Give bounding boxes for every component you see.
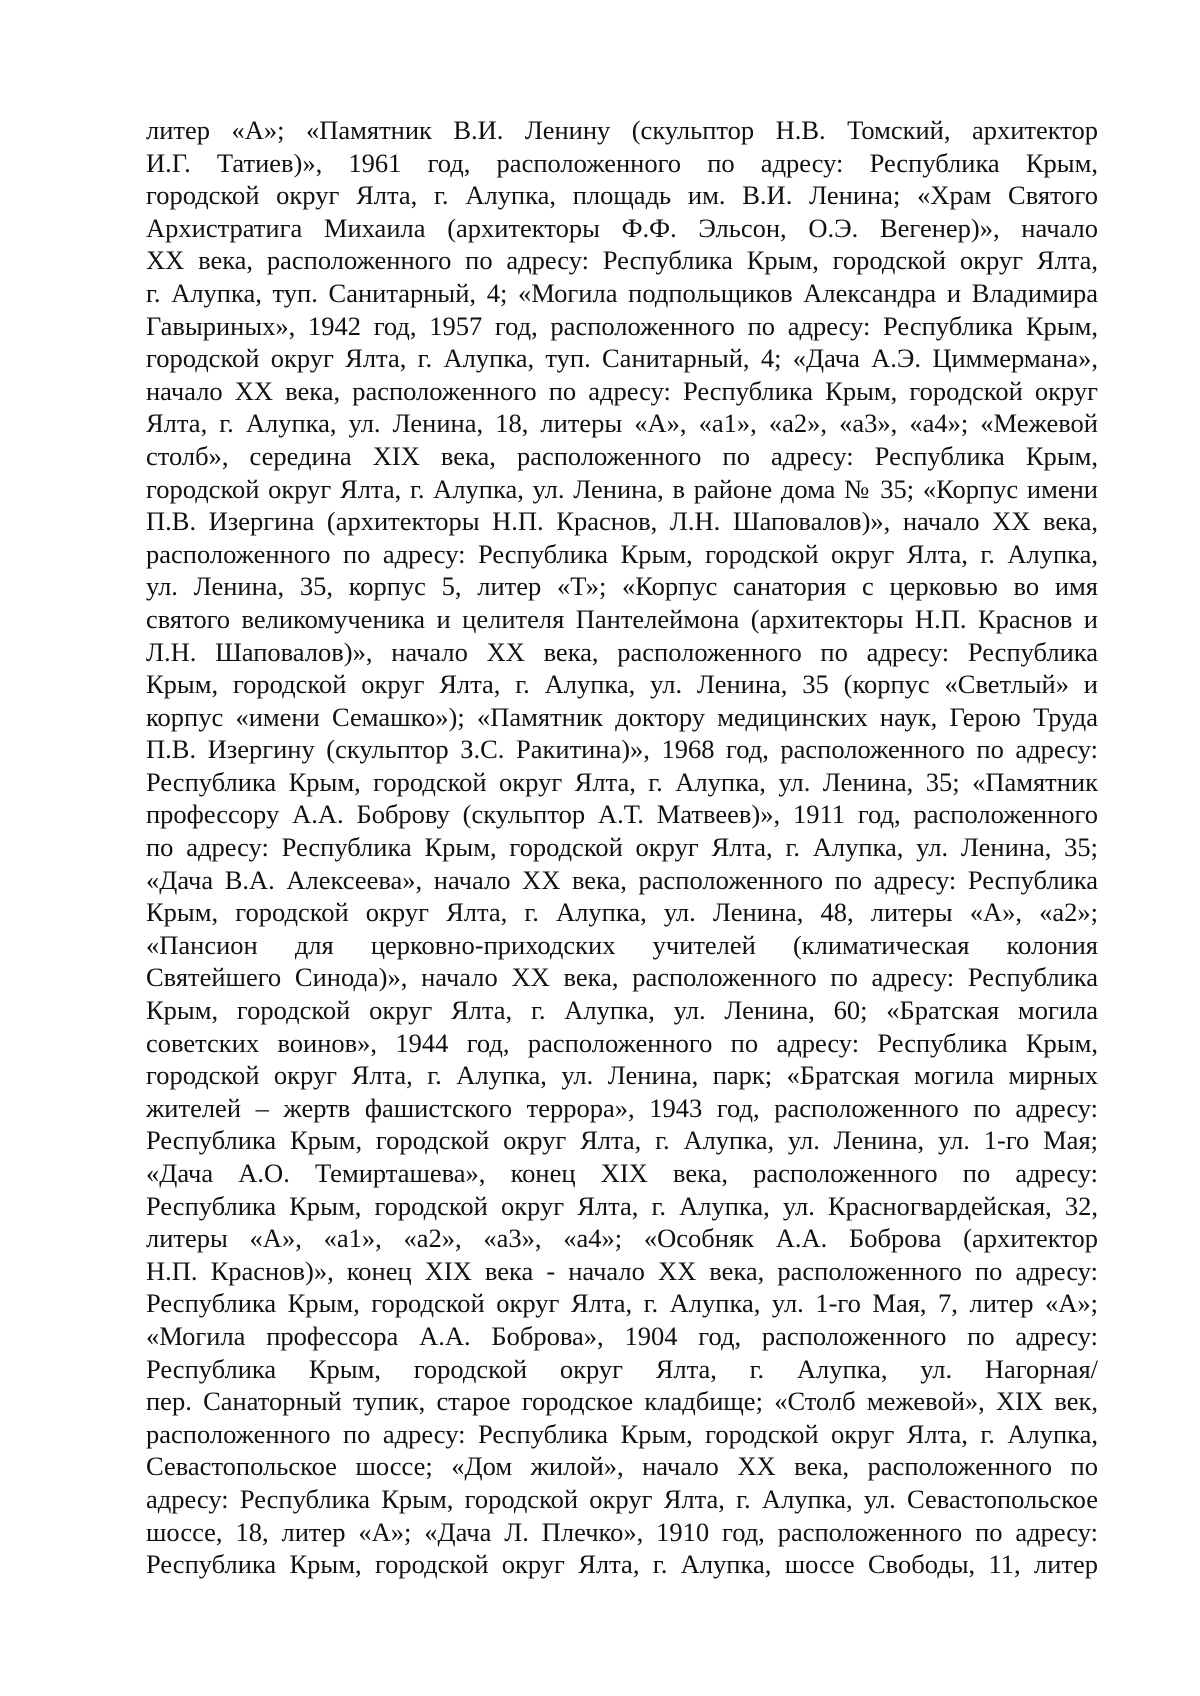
text-line: адресу: Республика Крым, городской округ Ялта, г. Алупка, ул. Севастопольское [146, 1483, 1098, 1514]
text-line: Гавыриных», 1942 год, 1957 год, расположенного по адресу: Республика Крым, [146, 310, 1098, 341]
text-line: городской округ Ялта, г. Алупка, ул. Ленина, парк; «Братская могила мирных [146, 1060, 1098, 1091]
text-line: корпус «имени Семашко»); «Памятник доктору медицинских наук, Герою Труда [146, 701, 1098, 732]
text-line: ул. Ленина, 35, корпус 5, литер «Т»; «Корпус санатория с церковью во имя [146, 571, 1098, 602]
text-line: Севастопольское шоссе; «Дом жилой», начало XX века, расположенного по [146, 1451, 1098, 1482]
text-line: Л.Н. Шаповалов)», начало XX века, расположенного по адресу: Республика [146, 636, 1098, 667]
text-line: «Дача В.А. Алексеева», начало XX века, расположенного по адресу: Республика [146, 864, 1098, 895]
text-line: жителей – жертв фашистского террора», 1943 год, расположенного по адресу: [146, 1092, 1098, 1123]
text-line: П.В. Изергина (архитекторы Н.П. Краснов, Л.Н. Шаповалов)», начало XX века, [146, 506, 1098, 537]
text-line: по адресу: Республика Крым, городской округ Ялта, г. Алупка, ул. Ленина, 35; [146, 832, 1098, 863]
text-line: Крым, городской округ Ялта, г. Алупка, ул. Ленина, 60; «Братская могила [146, 995, 1098, 1026]
text-line: литер «А»; «Памятник В.И. Ленину (скульптор Н.В. Томский, архитектор [146, 115, 1098, 145]
text-line: шоссе, 18, литер «А»; «Дача Л. Плечко», 1910 год, расположенного по адресу: [146, 1516, 1098, 1547]
text-line: городской округ Ялта, г. Алупка, ул. Ленина, в районе дома № 35; «Корпус имени [146, 473, 1098, 504]
text-line: Республика Крым, городской округ Ялта, г. Алупка, ул. Ленина, ул. 1-го Мая; [146, 1125, 1098, 1156]
text-line: Н.П. Краснов)», конец XIX века - начало XX века, расположенного по адресу: [146, 1255, 1098, 1286]
text-line: «Могила профессора А.А. Боброва», 1904 год, расположенного по адресу: [146, 1320, 1098, 1351]
text-line: пер. Санаторный тупик, старое городское кладбище; «Столб межевой», XIX век, [146, 1386, 1098, 1417]
text-line: советских воинов», 1944 год, расположенного по адресу: Республика Крым, [146, 1027, 1098, 1058]
text-line: расположенного по адресу: Республика Крым, городской округ Ялта, г. Алупка, [146, 538, 1098, 569]
text-line: Крым, городской округ Ялта, г. Алупка, ул. Ленина, 35 (корпус «Светлый» и [146, 669, 1098, 700]
text-line: «Дача А.О. Темирташева», конец XIX века, расположенного по адресу: [146, 1158, 1098, 1188]
text-line: Республика Крым, городской округ Ялта, г. Алупка, ул. Красногвардейская, 32, [146, 1190, 1098, 1221]
text-line: г. Алупка, туп. Санитарный, 4; «Могила подпольщиков Александра и Владимира [146, 277, 1098, 308]
text-line: профессору А.А. Боброву (скульптор А.Т. Матвеев)», 1911 год, расположенного [146, 799, 1098, 830]
text-line: И.Г. Татиев)», 1961 год, расположенного по адресу: Республика Крым, [146, 147, 1098, 178]
text-line: литеры «А», «а1», «а2», «а3», «а4»; «Особняк А.А. Боброва (архитектор [146, 1223, 1098, 1254]
text-line: XX века, расположенного по адресу: Республика Крым, городской округ Ялта, [146, 245, 1098, 276]
text-line: Архистратига Михаила (архитекторы Ф.Ф. Эльсон, О.Э. Вегенер)», начало [146, 212, 1098, 243]
text-line: столб», середина XIX века, расположенного по адресу: Республика Крым, [146, 440, 1098, 471]
text-line: расположенного по адресу: Республика Крым, городской округ Ялта, г. Алупка, [146, 1418, 1098, 1449]
text-line: «Пансион для церковно-приходских учителей (климатическая колония [146, 929, 1098, 960]
text-line: Республика Крым, городской округ Ялта, г. Алупка, шоссе Свободы, 11, литер [146, 1549, 1098, 1580]
body-text [146, 114, 1098, 1581]
text-line: Ялта, г. Алупка, ул. Ленина, 18, литеры «А», «а1», «а2», «а3», «а4»; «Межевой [146, 408, 1098, 439]
text-line: городской округ Ялта, г. Алупка, площадь им. В.И. Ленина; «Храм Святого [146, 180, 1098, 211]
text-line: Республика Крым, городской округ Ялта, г. Алупка, ул. Нагорная/ [146, 1353, 1098, 1384]
text-line: Крым, городской округ Ялта, г. Алупка, ул. Ленина, 48, литеры «А», «а2»; [146, 897, 1098, 928]
text-line: Республика Крым, городской округ Ялта, г. Алупка, ул. 1-го Мая, 7, литер «А»; [146, 1288, 1098, 1319]
text-line: Республика Крым, городской округ Ялта, г. Алупка, ул. Ленина, 35; «Памятник [146, 766, 1098, 797]
text-line: начало XX века, расположенного по адресу: Республика Крым, городской округ [146, 375, 1098, 406]
text-line: городской округ Ялта, г. Алупка, туп. Санитарный, 4; «Дача А.Э. Циммермана», [146, 343, 1098, 374]
text-line: П.В. Изергину (скульптор З.С. Ракитина)», 1968 год, расположенного по адресу: [146, 734, 1098, 765]
text-line: Святейшего Синода)», начало XX века, расположенного по адресу: Республика [146, 962, 1098, 993]
text-line: святого великомученика и целителя Пантелеймона (архитекторы Н.П. Краснов и [146, 603, 1098, 634]
